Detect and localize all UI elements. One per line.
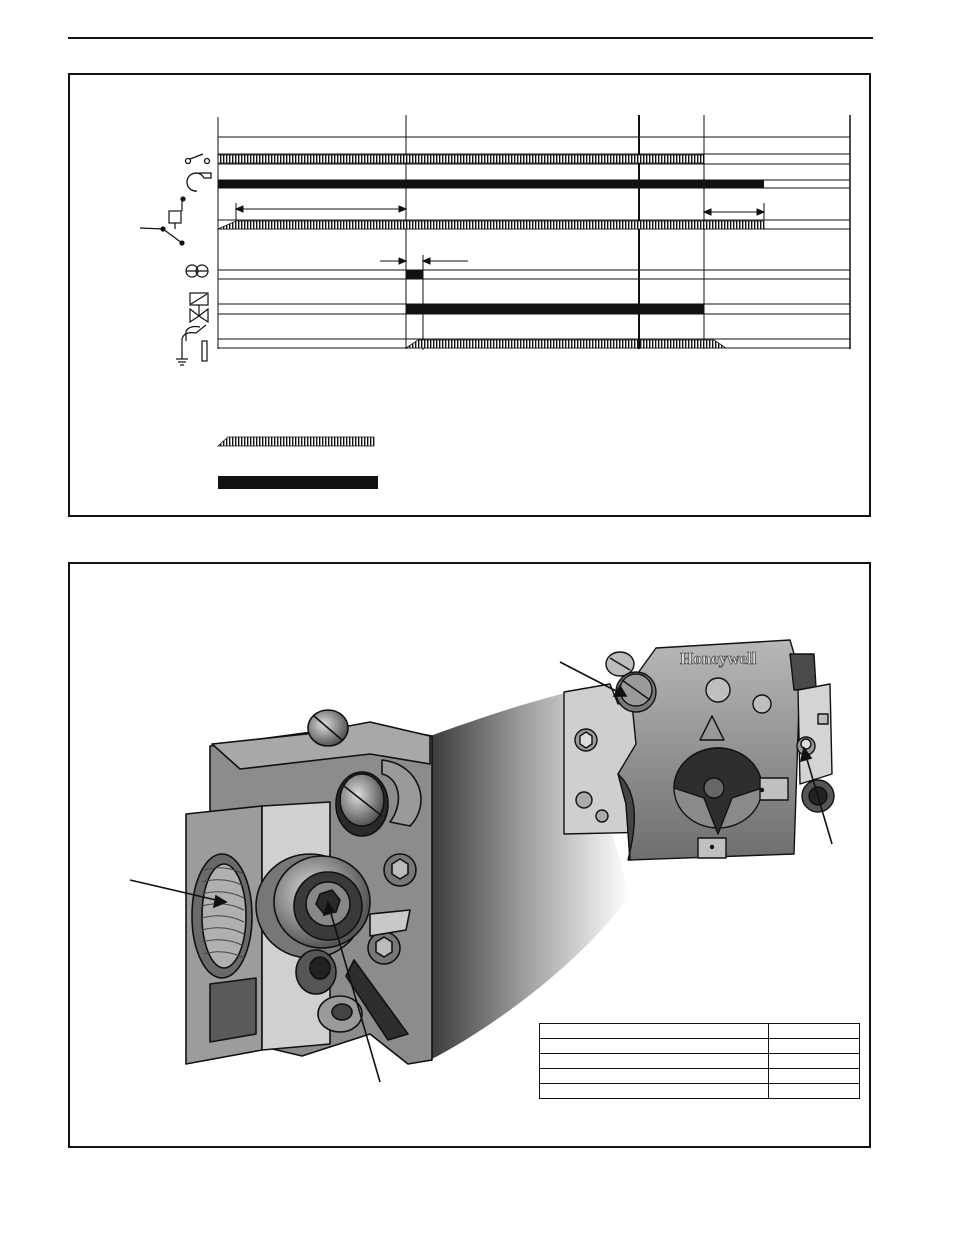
brand-logo: Honeywell <box>680 649 757 668</box>
legend-solid-swatch <box>218 476 378 489</box>
table-cell <box>540 1084 769 1099</box>
sequence-timing-figure <box>68 73 871 517</box>
table-row <box>540 1039 860 1054</box>
igniter-on-bar <box>406 270 423 279</box>
table-cell <box>769 1054 860 1069</box>
table-cell <box>540 1039 769 1054</box>
switch-icon <box>186 154 210 164</box>
gas-valve-icon <box>190 293 208 322</box>
table-cell <box>769 1069 860 1084</box>
flame-rod-icon <box>176 325 207 365</box>
gas-valve-figure <box>68 562 871 1148</box>
thermostat-on-bar <box>218 155 704 163</box>
table-row <box>540 1084 860 1099</box>
table-row <box>540 1069 860 1084</box>
flame-sense-bar <box>406 340 726 348</box>
igniter-icon <box>186 265 208 277</box>
blower-icon <box>187 173 211 191</box>
pressure-switch-on-bar <box>218 221 764 229</box>
table-cell <box>769 1084 860 1099</box>
ignition-trial-dimension <box>380 258 468 264</box>
spec-table <box>539 1023 860 1099</box>
legend <box>218 437 378 489</box>
table-cell <box>540 1069 769 1084</box>
gas-valve-body <box>564 640 834 860</box>
gas-valve-on-bar <box>406 304 704 314</box>
blower-on-bar <box>218 180 764 188</box>
table-cell <box>769 1024 860 1039</box>
postpurge-dimension <box>704 203 764 220</box>
row-lines <box>218 137 850 348</box>
table-cell <box>540 1024 769 1039</box>
prepurge-dimension <box>236 203 406 220</box>
pressure-switch-icon <box>140 197 185 245</box>
table-row <box>540 1054 860 1069</box>
page-header-rule <box>68 37 873 39</box>
outlet-closeup <box>186 710 432 1064</box>
table-cell <box>540 1054 769 1069</box>
timing-diagram <box>70 75 869 515</box>
table-row <box>540 1024 860 1039</box>
table-cell <box>769 1039 860 1054</box>
legend-hatched-swatch <box>218 437 374 446</box>
